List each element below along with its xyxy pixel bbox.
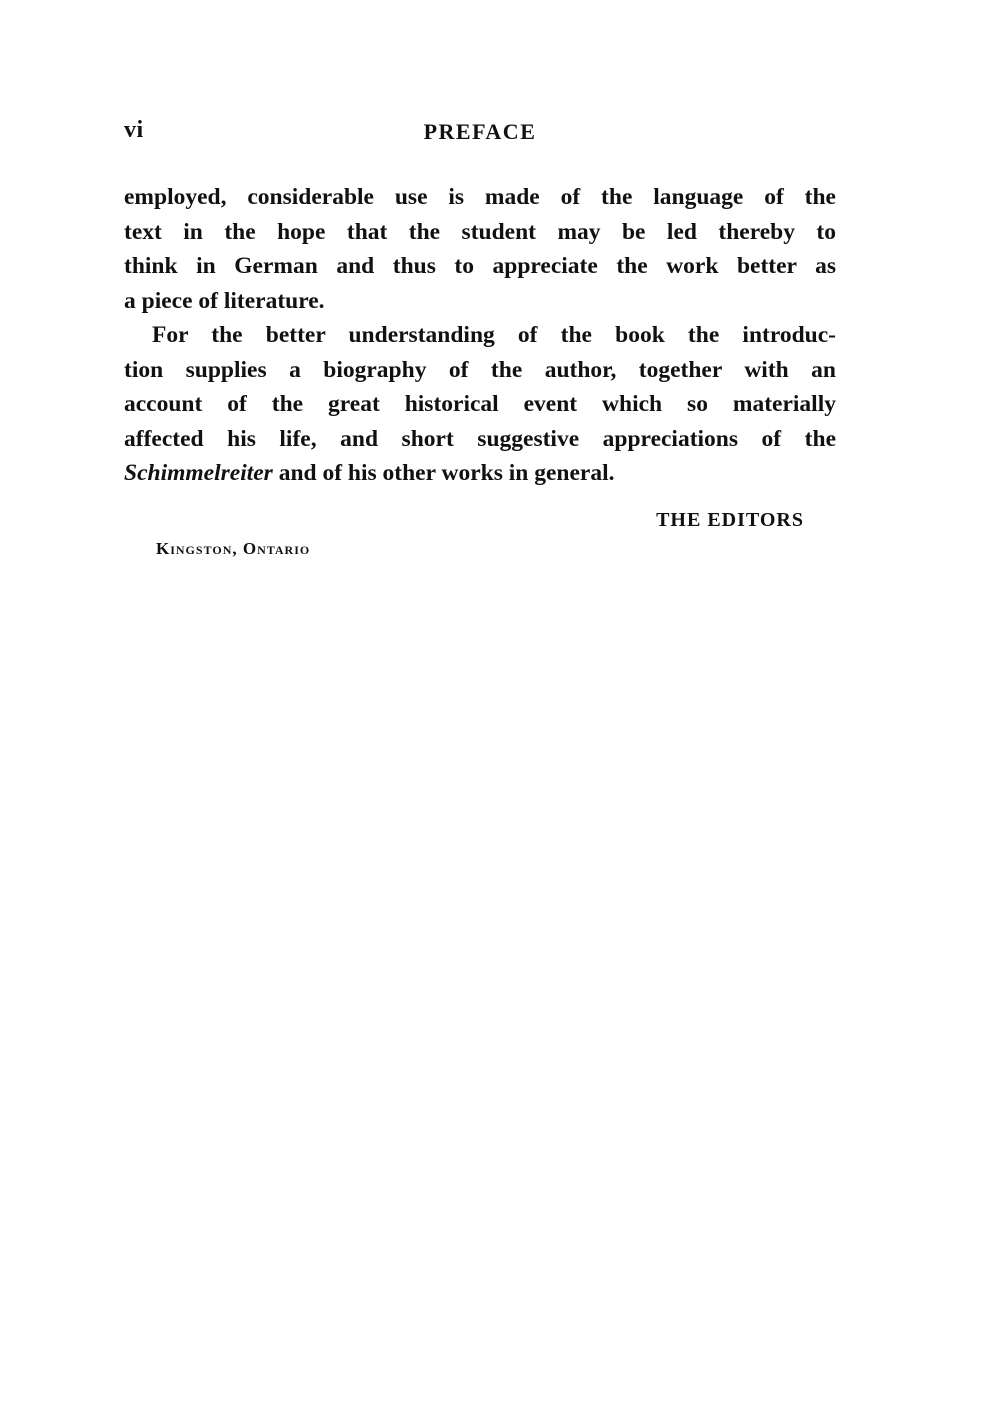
place-line: Kingston, Ontario [156, 539, 311, 558]
signature: THE EDITORS [656, 509, 804, 531]
page-number: vi [124, 117, 144, 143]
text-fragment: and of his other works in general. [272, 460, 615, 486]
text-line: affected his life, and short suggestive appreciations of the [124, 425, 836, 452]
text-line: employed, considerable use is made of the language of the [124, 184, 836, 210]
paragraph [124, 180, 836, 318]
paragraph [124, 318, 836, 491]
text-line: text in the hope that the student may be led thereby to [124, 218, 836, 245]
text-line: For the better understanding of the book the introduc- [152, 322, 836, 348]
text-line: tion supplies a biography of the author, together with an [124, 356, 836, 383]
section-title: PREFACE [423, 119, 537, 144]
text-line [124, 456, 836, 491]
text-line: a piece of literature. [124, 287, 325, 314]
preface-body [124, 180, 836, 491]
book-title: Schimmelreiter [124, 460, 273, 486]
running-head [124, 117, 836, 147]
text-line: account of the great historical event which so materially [124, 391, 836, 417]
text-line: think in German and thus to appreciate the work better as [124, 253, 836, 279]
